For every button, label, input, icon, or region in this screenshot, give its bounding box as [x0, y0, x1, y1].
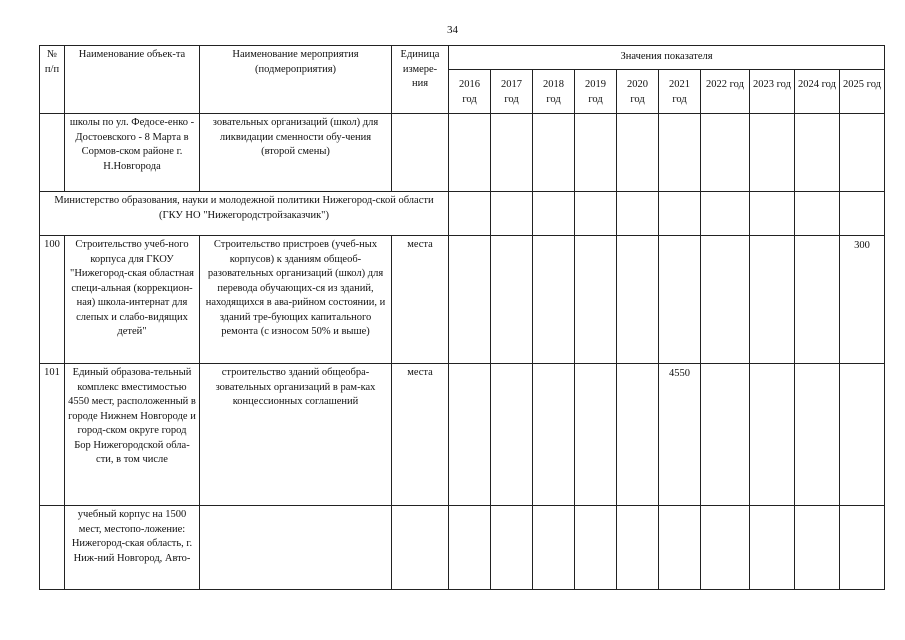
header-year: 2020 год [617, 70, 659, 114]
row-value [449, 364, 491, 506]
row-unit [392, 506, 449, 590]
row-unit: места [392, 364, 449, 506]
header-year: 2025 год [840, 70, 885, 114]
row-value [701, 506, 750, 590]
row-value [701, 364, 750, 506]
row-value [449, 236, 491, 364]
indicators-table [39, 45, 885, 590]
row-unit: места [392, 236, 449, 364]
row-value [659, 236, 701, 364]
row-value [701, 236, 750, 364]
header-values-group: Значения показателя [449, 46, 885, 70]
row-value [840, 364, 885, 506]
header-year: 2023 год [750, 70, 795, 114]
header-year: 2018 год [533, 70, 575, 114]
page-number: 34 [447, 24, 458, 36]
row-unit [392, 114, 449, 192]
row-value [449, 114, 491, 192]
row-value [659, 114, 701, 192]
table-row [40, 364, 885, 506]
row-value [750, 364, 795, 506]
header-year: 2024 год [795, 70, 840, 114]
section-row [40, 192, 885, 236]
header-object: Наименование объек-та [65, 46, 200, 114]
row-value [840, 114, 885, 192]
row-value: 300 [840, 236, 885, 364]
row-value [575, 236, 617, 364]
row-value [617, 114, 659, 192]
row-value [533, 236, 575, 364]
row-value [617, 506, 659, 590]
table-row [40, 114, 885, 192]
row-object: Строительство учеб-ного корпуса для ГКОУ "Нижегород-ская областная специ-альная (коррекцион-ная) школа-интернат для слепых и слабо-видящих детей" [65, 236, 200, 364]
row-object: школы по ул. Федосе-енко - Достоевского - 8 Марта в Сормов-ском районе г. Н.Новгорода [65, 114, 200, 192]
header-year: 2021 год [659, 70, 701, 114]
row-value [491, 364, 533, 506]
row-value [750, 236, 795, 364]
row-value [533, 364, 575, 506]
section-title: Министерство образования, науки и молодежной политики Нижегород-ской области (ГКУ НО "Нижегородстройзаказчик") [40, 192, 449, 236]
row-value [617, 364, 659, 506]
row-value [575, 364, 617, 506]
header-year: 2016 год [449, 70, 491, 114]
table-row [40, 506, 885, 590]
row-num: 100 [40, 236, 65, 364]
row-measure: зовательных организаций (школ) для ликвидации сменности обу-чения (второй смены) [200, 114, 392, 192]
row-value [617, 236, 659, 364]
row-value [795, 506, 840, 590]
header-num: № п/п [40, 46, 65, 114]
row-value: 4550 [659, 364, 701, 506]
row-value [701, 114, 750, 192]
row-value [750, 506, 795, 590]
row-measure: Строительство пристроев (учеб-ных корпусов) к зданиям общеоб-разовательных организаций (школ) для перевода обучающих-ся из зданий, находящихся в ава-рийном состоянии, и зданий тре-бующих капитального ремонта (с износом 50% и выше) [200, 236, 392, 364]
row-value [449, 506, 491, 590]
row-value [575, 114, 617, 192]
row-value [533, 506, 575, 590]
row-value [575, 506, 617, 590]
table-row [40, 236, 885, 364]
header-measure: Наименование мероприятия (подмероприятия) [200, 46, 392, 114]
row-value [491, 114, 533, 192]
row-value [795, 364, 840, 506]
row-value [840, 506, 885, 590]
row-value [750, 114, 795, 192]
row-value [795, 236, 840, 364]
header-year: 2019 год [575, 70, 617, 114]
row-value [533, 114, 575, 192]
header-unit: Единица измере-ния [392, 46, 449, 114]
header-year: 2017 год [491, 70, 533, 114]
row-num [40, 506, 65, 590]
row-object: Единый образова-тельный комплекс вместимостью 4550 мест, расположенный в городе Нижнем Новгороде и город-ском округе город Бор Нижегородской обла-сти, в том числе [65, 364, 200, 506]
row-measure [200, 506, 392, 590]
row-num: 101 [40, 364, 65, 506]
row-num [40, 114, 65, 192]
header-year: 2022 год [701, 70, 750, 114]
row-value [795, 114, 840, 192]
row-value [491, 506, 533, 590]
row-object: учебный корпус на 1500 мест, местопо-ложение: Нижегород-ская область, г. Ниж-ний Новгород, Авто- [65, 506, 200, 590]
row-value [659, 506, 701, 590]
row-value [491, 236, 533, 364]
row-measure: строительство зданий общеобра-зовательных организаций в рам-ках концессионных соглашений [200, 364, 392, 506]
